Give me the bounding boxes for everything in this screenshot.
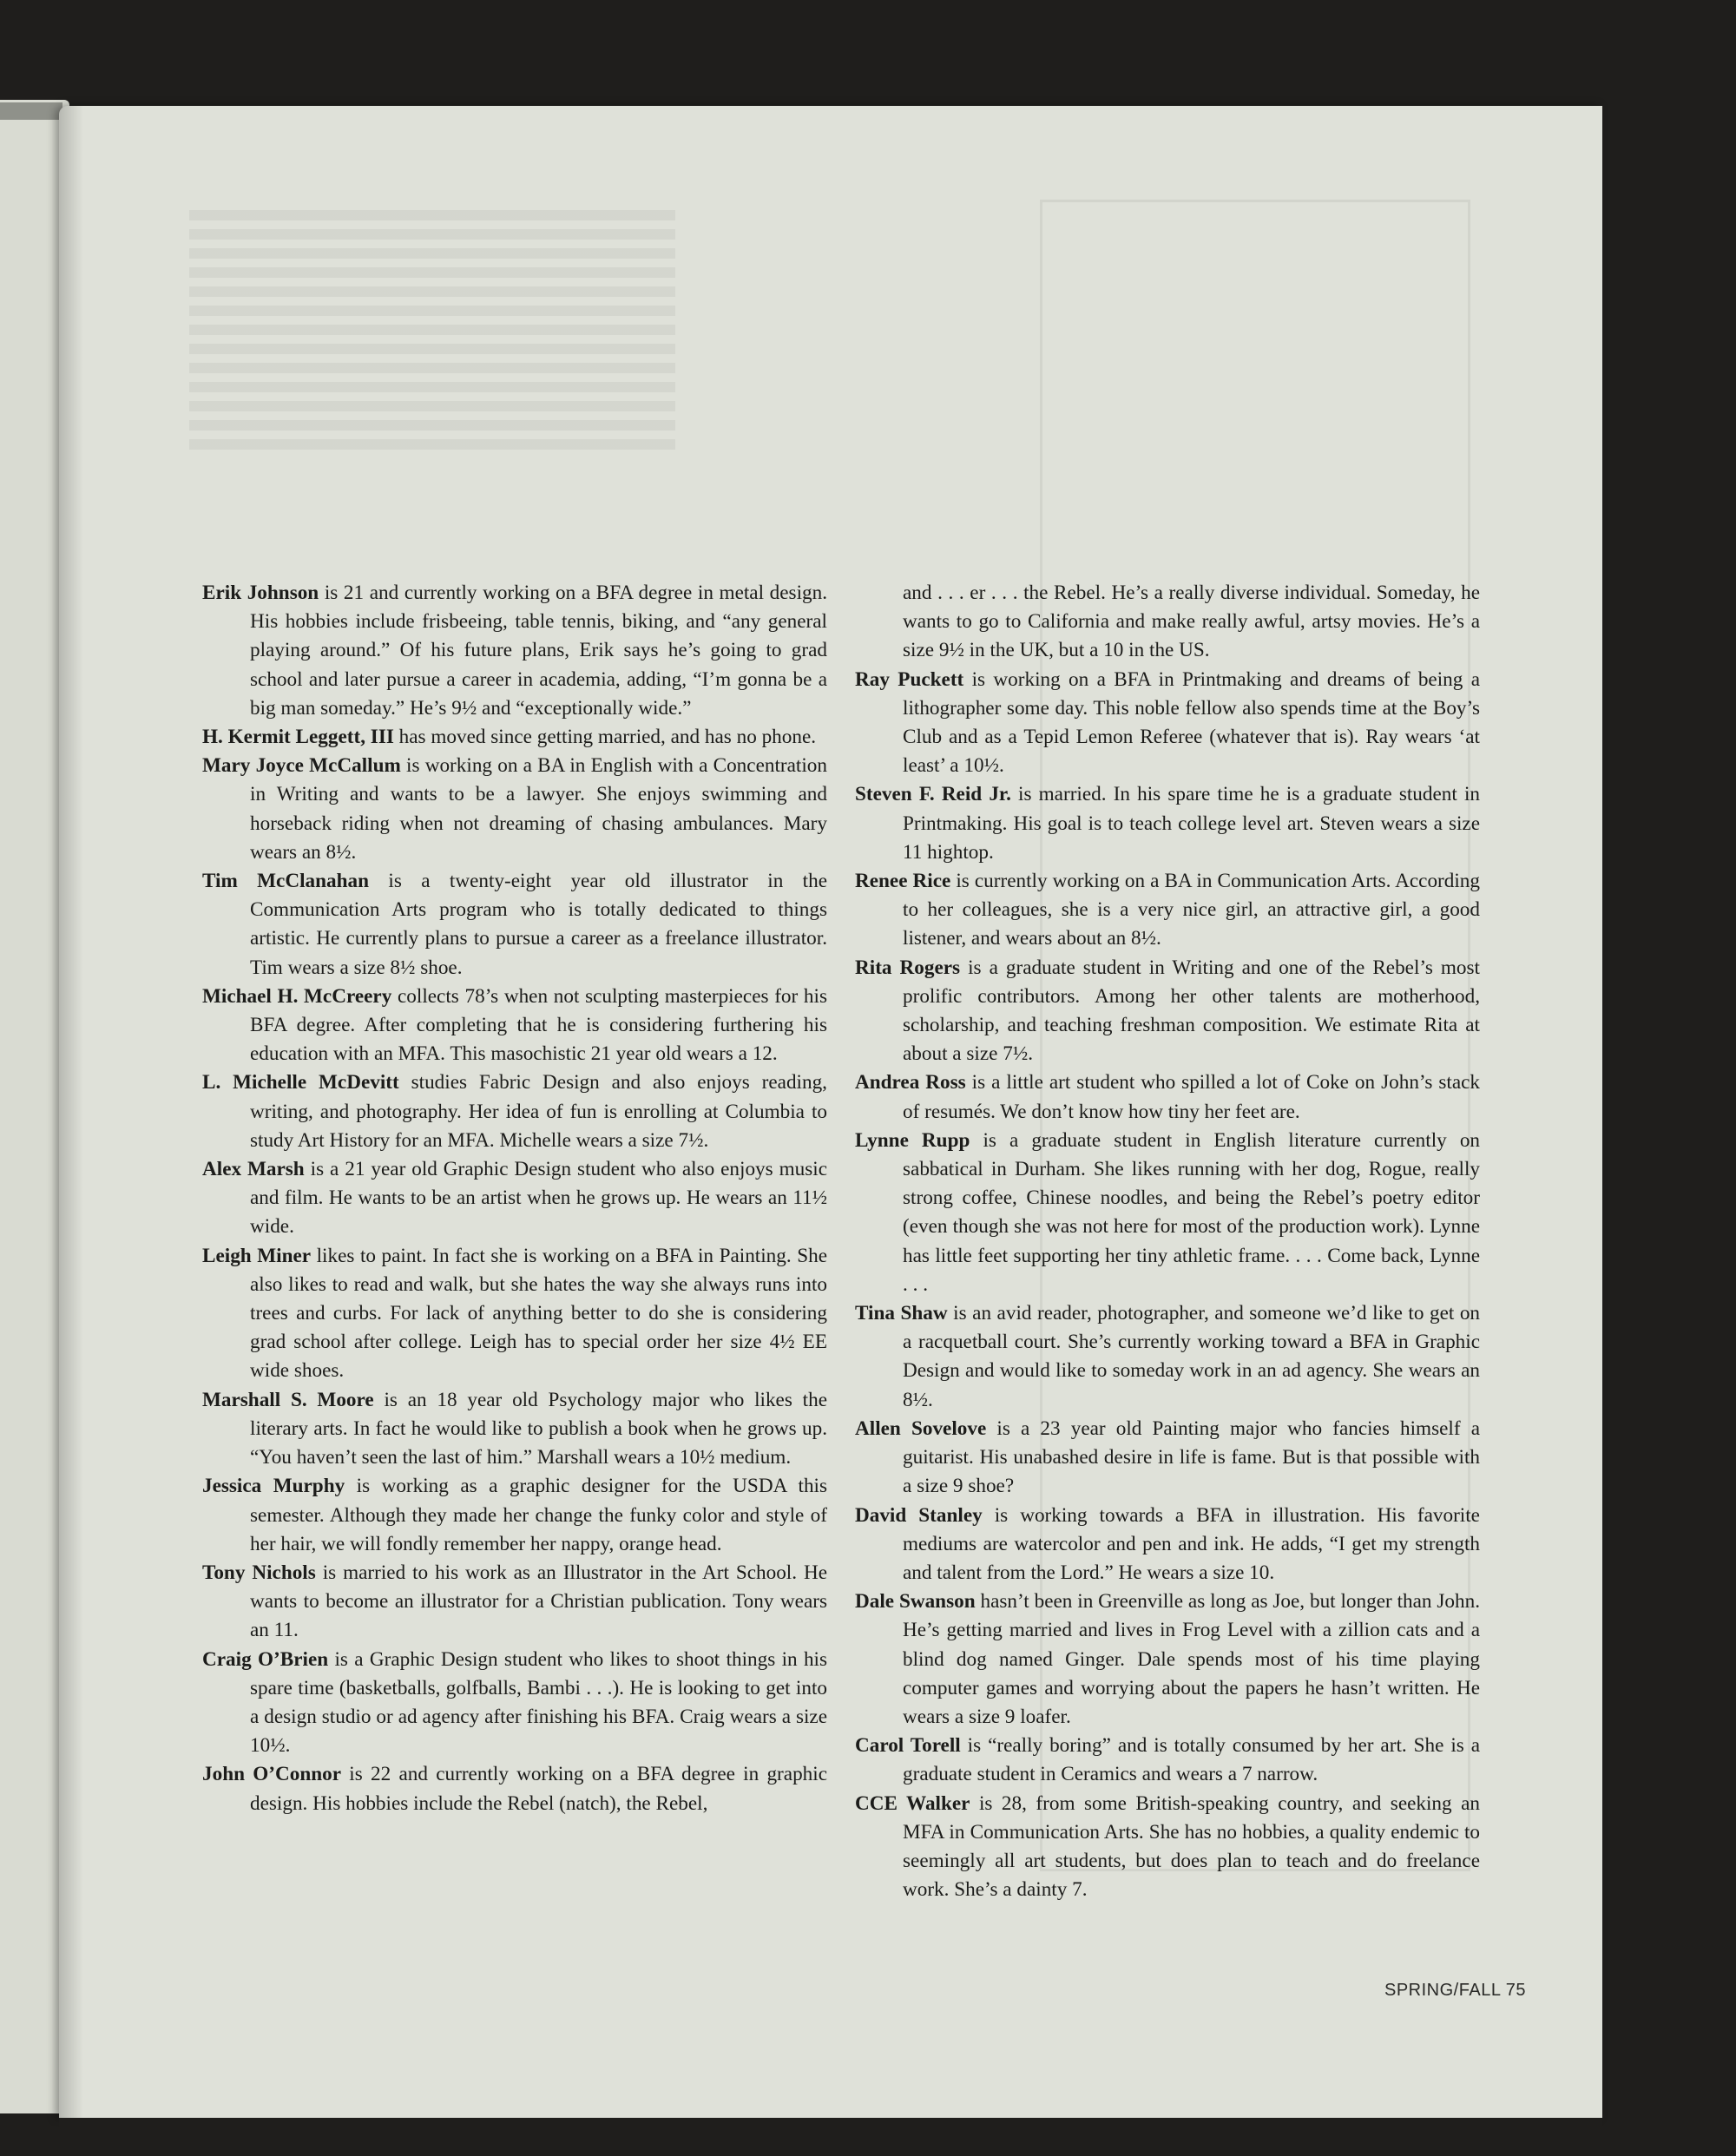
contributor-entry: David Stanley is working towards a BFA in illustration. His favorite mediums are watercolor and pen and ink. He adds, “I get my strength and talent from the Lord.” He wears a size 10. bbox=[855, 1503, 1480, 1584]
page-gutter-shadow bbox=[59, 106, 83, 2118]
contributor-entry: Steven F. Reid Jr. is married. In his spare time he is a graduate student in Printmaking. His goal is to teach college level art. Steven wears a size 11 hightop. bbox=[855, 783, 1480, 864]
contributor-entry: Ray Puckett is working on a BFA in Printmaking and dreams of being a lithographer some day. This noble fellow also spends time at the Boy’s Club and as a Tepid Lemon Referee (whatever that is). Ray wears ‘at least’ a 10½. bbox=[855, 667, 1480, 778]
background-surface bbox=[59, 2118, 1602, 2156]
contributor-entry: Lynne Rupp is a graduate student in English literature currently on sabbatical in Durham. She likes running with her dog, Rogue, really strong coffee, Chinese noodles, and being the Rebel’s poetry editor (even though she was not here for most of the production work). Lynne has little feet supporting her tiny athletic frame. . . . Come back, Lynne . . . bbox=[855, 1128, 1481, 1296]
contributor-entry: Tony Nichols is married to his work as an Illustrator in the Art School. He wants to become an illustrator for a Christian publication. Tony wears an 11. bbox=[202, 1561, 827, 1642]
contributor-entry: Michael H. McCreery collects 78’s when not sculpting masterpieces for his BFA degree. After completing that he is considering furthering his education with an MFA. This masochistic 21 year old wears a 12. bbox=[202, 984, 827, 1066]
contributor-entry: Andrea Ross is a little art student who spilled a lot of Coke on John’s stack of resumés. We don’t know how tiny her feet are. bbox=[855, 1071, 1480, 1123]
contributor-entry: H. Kermit Leggett, III has moved since getting married, and has no phone. bbox=[202, 726, 817, 749]
binding-edge bbox=[0, 102, 62, 120]
contributor-entry: Alex Marsh is a 21 year old Graphic Design student who also enjoys music and film. He wants to be an artist when he grows up. He wears an 11½ wide. bbox=[202, 1158, 827, 1239]
contributor-entry: Mary Joyce McCallum is working on a BA in English with a Concentration in Writing and wants to be a lawyer. She enjoys swimming and horseback riding when not dreaming of chasing ambulances. Mary wears an 8½. bbox=[202, 754, 827, 864]
contributor-entry: Allen Sovelove is a 23 year old Painting major who fancies himself a guitarist. His unabashed desire in life is fame. But is that possible with a size 9 shoe? bbox=[855, 1417, 1480, 1498]
contributor-entry: Erik Johnson is 21 and currently working on a BFA degree in metal design. His hobbies include frisbeeing, table tennis, biking, and “any general playing around.” Of his future plans, Erik says he’s going to grad school and later pursue a career in academia, adding, “I’m gonna be a big man someday.” He’s 9½ and “exceptionally wide.” bbox=[202, 582, 827, 720]
magazine-page bbox=[59, 106, 1602, 2118]
contributor-entry: Renee Rice is currently working on a BA in Communication Arts. According to her colleagues, she is a very nice girl, an attractive girl, a good listener, and wears about an 8½. bbox=[855, 870, 1480, 950]
contributor-entry: L. Michelle McDevitt studies Fabric Design and also enjoys reading, writing, and photography. Her idea of fun is enrolling at Columbia to study Art History for an MFA. Michelle wears a size 7½. bbox=[202, 1071, 827, 1152]
contributor-entry: Marshall S. Moore is an 18 year old Psychology major who likes the literary arts. In fact he would like to publish a book when he grows up. “You haven’t seen the last of him.” Marshall wears a 10½ medium. bbox=[202, 1388, 827, 1469]
contributor-entry: Rita Rogers is a graduate student in Writing and one of the Rebel’s most prolific contributors. Among her other talents are motherhood, scholarship, and teaching freshman composition. We estimate Rita at about a size 7½. bbox=[855, 956, 1480, 1066]
contributor-entry: Tim McClanahan is a twenty-eight year old illustrator in the Communication Arts program who is totally dedicated to things artistic. He currently plans to pursue a career as a freelance illustrator. Tim wears a size 8½ shoe. bbox=[202, 870, 827, 979]
page-footer-folio: SPRING/FALL 75 bbox=[1384, 1981, 1526, 2000]
contributor-entry: Craig O’Brien is a Graphic Design student who likes to shoot things in his spare time (basketballs, golfballs, Bambi . . .). He is looking to get into a design studio or ad agency after finishing his BFA. Craig wears a size 10½. bbox=[202, 1647, 828, 1758]
contributor-entry: Dale Swanson hasn’t been in Greenville as long as Joe, but longer than John. He’s getting married and lives in Frog Level with a zillion cats and a blind dog named Ginger. Dale spends most of his time playing computer games and worrying about the papers he hasn’t written. He wears a size 9 loafer. bbox=[855, 1590, 1480, 1728]
contributor-entry: John O’Connor is 22 and currently working on a BFA degree in graphic design. His hobbies include the Rebel (natch), the Rebel, bbox=[202, 1763, 827, 1815]
contributor-entry: Tina Shaw is an avid reader, photographer, and someone we’d like to get on a racquetball court. She’s currently working toward a BFA in Graphic Design and would like to someday work in an ad agency. She wears an 8½. bbox=[855, 1302, 1481, 1411]
contributor-entry: CCE Walker is 28, from some British-speaking country, and seeking an MFA in Communication Arts. She has no hobbies, a quality endemic to seemingly all art students, but does plan to teach and do freelance work. She’s a dainty 7. bbox=[855, 1791, 1481, 1902]
contributor-entry-continued: and . . . er . . . the Rebel. He’s a really diverse individual. Someday, he wants to go to California and make really awful, artsy movies. He’s a size 9½ in the UK, but a 10 in the US. bbox=[903, 582, 1480, 662]
contributors-column-left bbox=[202, 579, 827, 1818]
show-through-bars bbox=[189, 210, 675, 453]
contributor-entry: Carol Torell is “really boring” and is totally consumed by her art. She is a graduate student in Ceramics and wears a 7 narrow. bbox=[855, 1734, 1481, 1786]
contributor-entry: Jessica Murphy is working as a graphic designer for the USDA this semester. Although they made her change the funky color and style of her hair, we will fondly remember her nappy, orange head. bbox=[202, 1475, 828, 1555]
contributor-entry: Leigh Miner likes to paint. In fact she is working on a BFA in Painting. She also likes to read and walk, but she hates the way she always runs into trees and curbs. For lack of anything better to do she is considering grad school after college. Leigh has to special order her size 4½ EE wide shoes. bbox=[202, 1244, 827, 1383]
contributors-column-right bbox=[855, 579, 1480, 1904]
